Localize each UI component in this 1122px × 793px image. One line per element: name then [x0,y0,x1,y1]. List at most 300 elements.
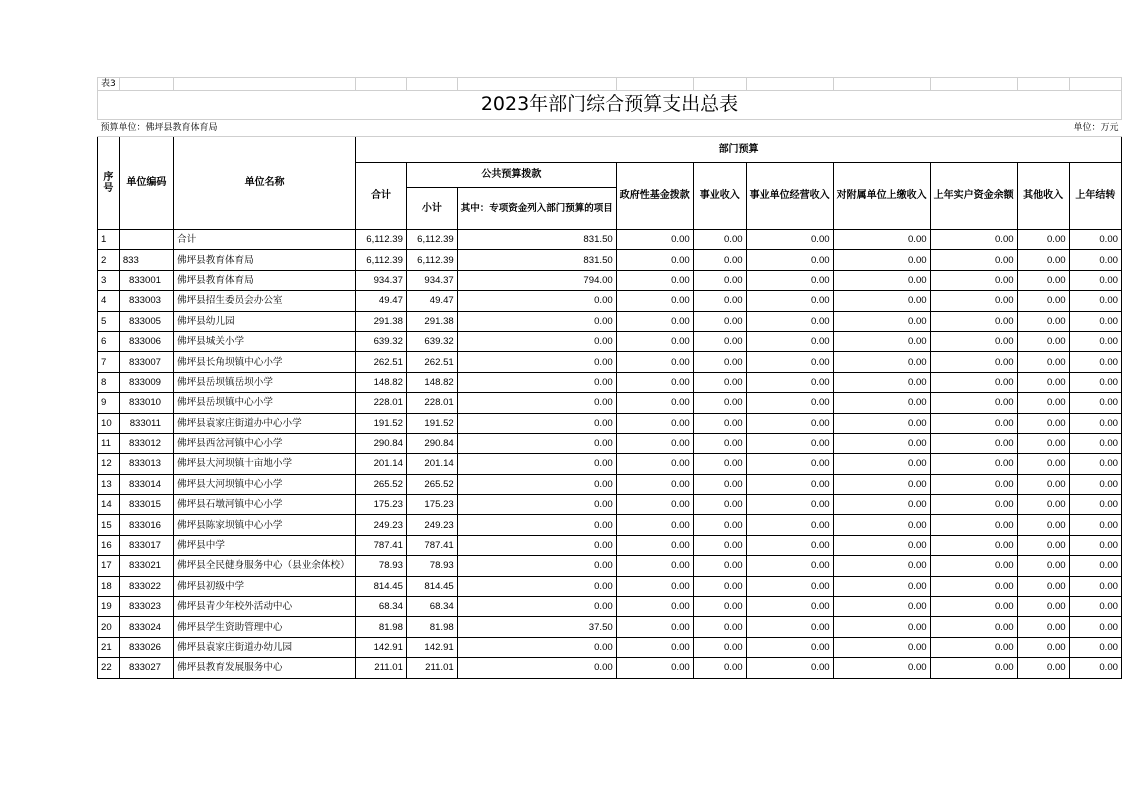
budget-table [97,77,1122,679]
row-total: 191.52 [356,413,407,433]
row-other-income: 0.00 [1017,454,1069,474]
row-total: 6,112.39 [356,230,407,250]
row-subtotal: 639.32 [406,331,457,351]
row-business-income: 0.00 [693,495,746,515]
row-subtotal: 191.52 [406,413,457,433]
row-prev-balance: 0.00 [930,230,1017,250]
row-affiliated: 0.00 [833,515,930,535]
row-affiliated: 0.00 [833,393,930,413]
sheet-label-row [98,78,1122,91]
row-business-income: 0.00 [693,617,746,637]
row-operating-income: 0.00 [746,230,833,250]
row-operating-income: 0.00 [746,515,833,535]
row-other-income: 0.00 [1017,617,1069,637]
row-name: 佛坪县岳坝镇中心小学 [174,393,356,413]
row-gov-fund: 0.00 [616,230,693,250]
table-row [98,576,1122,596]
row-carryover: 0.00 [1069,535,1121,555]
table-row [98,617,1122,637]
row-carryover: 0.00 [1069,556,1121,576]
row-business-income: 0.00 [693,515,746,535]
table-row [98,270,1122,290]
row-code: 833013 [119,454,173,474]
row-name: 佛坪县陈家坝镇中心小学 [174,515,356,535]
row-prev-balance: 0.00 [930,372,1017,392]
row-code: 833023 [119,597,173,617]
table-header [98,137,1122,230]
row-seq: 7 [98,352,120,372]
row-business-income: 0.00 [693,658,746,678]
row-gov-fund: 0.00 [616,617,693,637]
header-prev-balance: 上年实户资金余额 [930,163,1017,230]
row-name: 合计 [174,230,356,250]
row-prev-balance: 0.00 [930,597,1017,617]
row-subtotal: 934.37 [406,270,457,290]
row-seq: 15 [98,515,120,535]
row-prev-balance: 0.00 [930,270,1017,290]
row-total: 262.51 [356,352,407,372]
sheet-top [98,78,1122,137]
row-carryover: 0.00 [1069,433,1121,453]
table-row [98,393,1122,413]
row-special: 0.00 [457,331,616,351]
row-code: 833021 [119,556,173,576]
row-name: 佛坪县学生资助管理中心 [174,617,356,637]
row-name: 佛坪县中学 [174,535,356,555]
row-gov-fund: 0.00 [616,637,693,657]
row-code: 833007 [119,352,173,372]
row-name: 佛坪县初级中学 [174,576,356,596]
row-affiliated: 0.00 [833,617,930,637]
header-affiliated: 对附属单位上缴收入 [833,163,930,230]
row-special: 0.00 [457,597,616,617]
row-gov-fund: 0.00 [616,474,693,494]
row-operating-income: 0.00 [746,474,833,494]
row-other-income: 0.00 [1017,535,1069,555]
row-gov-fund: 0.00 [616,352,693,372]
row-carryover: 0.00 [1069,230,1121,250]
row-prev-balance: 0.00 [930,617,1017,637]
header-gov-fund: 政府性基金拨款 [616,163,693,230]
row-subtotal: 49.47 [406,291,457,311]
row-code: 833001 [119,270,173,290]
row-code: 833003 [119,291,173,311]
row-subtotal: 78.93 [406,556,457,576]
row-subtotal: 142.91 [406,637,457,657]
row-gov-fund: 0.00 [616,658,693,678]
header-subtotal: 小计 [406,188,457,230]
row-seq: 18 [98,576,120,596]
row-total: 201.14 [356,454,407,474]
header-code: 单位编码 [119,137,173,230]
row-carryover: 0.00 [1069,352,1121,372]
row-subtotal: 265.52 [406,474,457,494]
row-seq: 17 [98,556,120,576]
table-row [98,433,1122,453]
row-special: 831.50 [457,230,616,250]
row-prev-balance: 0.00 [930,331,1017,351]
row-prev-balance: 0.00 [930,556,1017,576]
row-subtotal: 6,112.39 [406,230,457,250]
row-carryover: 0.00 [1069,454,1121,474]
row-affiliated: 0.00 [833,637,930,657]
row-other-income: 0.00 [1017,311,1069,331]
row-business-income: 0.00 [693,393,746,413]
row-seq: 10 [98,413,120,433]
row-carryover: 0.00 [1069,270,1121,290]
row-subtotal: 291.38 [406,311,457,331]
row-operating-income: 0.00 [746,291,833,311]
row-business-income: 0.00 [693,556,746,576]
row-other-income: 0.00 [1017,597,1069,617]
row-business-income: 0.00 [693,311,746,331]
row-other-income: 0.00 [1017,474,1069,494]
row-prev-balance: 0.00 [930,352,1017,372]
row-special: 0.00 [457,454,616,474]
row-seq: 13 [98,474,120,494]
row-special: 0.00 [457,352,616,372]
row-operating-income: 0.00 [746,372,833,392]
row-code: 833016 [119,515,173,535]
row-gov-fund: 0.00 [616,372,693,392]
row-special: 37.50 [457,617,616,637]
row-seq: 11 [98,433,120,453]
row-special: 831.50 [457,250,616,270]
row-operating-income: 0.00 [746,352,833,372]
table-row [98,352,1122,372]
row-name: 佛坪县青少年校外活动中心 [174,597,356,617]
row-operating-income: 0.00 [746,331,833,351]
row-total: 290.84 [356,433,407,453]
title-row [98,91,1122,120]
table-row [98,658,1122,678]
row-business-income: 0.00 [693,433,746,453]
row-affiliated: 0.00 [833,230,930,250]
row-seq: 6 [98,331,120,351]
row-gov-fund: 0.00 [616,535,693,555]
row-subtotal: 249.23 [406,515,457,535]
row-special: 0.00 [457,291,616,311]
row-seq: 12 [98,454,120,474]
row-other-income: 0.00 [1017,637,1069,657]
row-code: 833027 [119,658,173,678]
row-other-income: 0.00 [1017,372,1069,392]
table-row [98,311,1122,331]
row-operating-income: 0.00 [746,413,833,433]
table-row [98,291,1122,311]
header-special: 其中：专项资金列入部门预算的项目 [457,188,616,230]
row-total: 211.01 [356,658,407,678]
row-prev-balance: 0.00 [930,495,1017,515]
table-row [98,454,1122,474]
row-operating-income: 0.00 [746,637,833,657]
row-name: 佛坪县石墩河镇中心小学 [174,495,356,515]
row-operating-income: 0.00 [746,250,833,270]
row-affiliated: 0.00 [833,413,930,433]
row-gov-fund: 0.00 [616,576,693,596]
row-business-income: 0.00 [693,270,746,290]
row-carryover: 0.00 [1069,372,1121,392]
row-other-income: 0.00 [1017,576,1069,596]
row-subtotal: 6,112.39 [406,250,457,270]
row-total: 175.23 [356,495,407,515]
row-gov-fund: 0.00 [616,433,693,453]
row-carryover: 0.00 [1069,331,1121,351]
row-business-income: 0.00 [693,230,746,250]
row-carryover: 0.00 [1069,413,1121,433]
row-seq: 5 [98,311,120,331]
row-special: 0.00 [457,433,616,453]
row-business-income: 0.00 [693,291,746,311]
row-code [119,230,173,250]
row-carryover: 0.00 [1069,495,1121,515]
row-prev-balance: 0.00 [930,250,1017,270]
row-subtotal: 814.45 [406,576,457,596]
row-prev-balance: 0.00 [930,658,1017,678]
budget-unit: 预算单位：佛坪县教育体育局 [98,120,1018,137]
row-special: 0.00 [457,556,616,576]
header-other-income: 其他收入 [1017,163,1069,230]
row-code: 833024 [119,617,173,637]
row-code: 833011 [119,413,173,433]
row-operating-income: 0.00 [746,597,833,617]
row-affiliated: 0.00 [833,454,930,474]
row-other-income: 0.00 [1017,352,1069,372]
row-operating-income: 0.00 [746,454,833,474]
table-row [98,331,1122,351]
row-total: 639.32 [356,331,407,351]
row-operating-income: 0.00 [746,311,833,331]
row-business-income: 0.00 [693,535,746,555]
row-business-income: 0.00 [693,597,746,617]
row-carryover: 0.00 [1069,474,1121,494]
row-special: 0.00 [457,311,616,331]
row-subtotal: 148.82 [406,372,457,392]
row-total: 265.52 [356,474,407,494]
row-affiliated: 0.00 [833,372,930,392]
row-total: 78.93 [356,556,407,576]
row-name: 佛坪县教育体育局 [174,270,356,290]
row-operating-income: 0.00 [746,393,833,413]
row-prev-balance: 0.00 [930,535,1017,555]
row-carryover: 0.00 [1069,576,1121,596]
row-prev-balance: 0.00 [930,393,1017,413]
row-carryover: 0.00 [1069,658,1121,678]
row-prev-balance: 0.00 [930,637,1017,657]
row-gov-fund: 0.00 [616,413,693,433]
row-total: 81.98 [356,617,407,637]
row-special: 0.00 [457,637,616,657]
row-subtotal: 290.84 [406,433,457,453]
row-business-income: 0.00 [693,372,746,392]
row-total: 814.45 [356,576,407,596]
header-total: 合计 [356,163,407,230]
row-name: 佛坪县西岔河镇中心小学 [174,433,356,453]
table-row [98,474,1122,494]
row-other-income: 0.00 [1017,270,1069,290]
row-carryover: 0.00 [1069,637,1121,657]
row-gov-fund: 0.00 [616,495,693,515]
row-name: 佛坪县教育发展服务中心 [174,658,356,678]
row-name: 佛坪县城关小学 [174,331,356,351]
row-prev-balance: 0.00 [930,576,1017,596]
row-subtotal: 262.51 [406,352,457,372]
row-total: 148.82 [356,372,407,392]
row-special: 794.00 [457,270,616,290]
row-total: 291.38 [356,311,407,331]
row-seq: 22 [98,658,120,678]
row-name: 佛坪县招生委员会办公室 [174,291,356,311]
sheet-label: 表3 [98,78,120,91]
row-gov-fund: 0.00 [616,331,693,351]
row-carryover: 0.00 [1069,515,1121,535]
row-special: 0.00 [457,576,616,596]
table-row [98,535,1122,555]
row-gov-fund: 0.00 [616,291,693,311]
row-operating-income: 0.00 [746,617,833,637]
row-seq: 21 [98,637,120,657]
row-operating-income: 0.00 [746,433,833,453]
row-carryover: 0.00 [1069,311,1121,331]
row-other-income: 0.00 [1017,495,1069,515]
row-carryover: 0.00 [1069,597,1121,617]
row-affiliated: 0.00 [833,556,930,576]
row-other-income: 0.00 [1017,413,1069,433]
row-affiliated: 0.00 [833,270,930,290]
row-gov-fund: 0.00 [616,454,693,474]
row-affiliated: 0.00 [833,311,930,331]
row-affiliated: 0.00 [833,576,930,596]
row-name: 佛坪县长角坝镇中心小学 [174,352,356,372]
header-business-income: 事业收入 [693,163,746,230]
row-carryover: 0.00 [1069,393,1121,413]
row-other-income: 0.00 [1017,433,1069,453]
header-carryover: 上年结转 [1069,163,1121,230]
table-row [98,250,1122,270]
row-prev-balance: 0.00 [930,413,1017,433]
row-code: 833017 [119,535,173,555]
money-unit: 单位：万元 [1017,120,1121,137]
row-subtotal: 201.14 [406,454,457,474]
row-gov-fund: 0.00 [616,556,693,576]
row-name: 佛坪县岳坝镇岳坝小学 [174,372,356,392]
row-other-income: 0.00 [1017,556,1069,576]
row-gov-fund: 0.00 [616,597,693,617]
row-business-income: 0.00 [693,331,746,351]
row-code: 833026 [119,637,173,657]
row-other-income: 0.00 [1017,331,1069,351]
row-code: 833 [119,250,173,270]
row-special: 0.00 [457,515,616,535]
row-gov-fund: 0.00 [616,250,693,270]
row-special: 0.00 [457,535,616,555]
header-operating-income: 事业单位经营收入 [746,163,833,230]
row-operating-income: 0.00 [746,495,833,515]
table-body [98,230,1122,679]
row-name: 佛坪县袁家庄街道办中心小学 [174,413,356,433]
row-code: 833012 [119,433,173,453]
row-subtotal: 175.23 [406,495,457,515]
row-subtotal: 787.41 [406,535,457,555]
row-special: 0.00 [457,372,616,392]
row-code: 833009 [119,372,173,392]
table-row [98,230,1122,250]
row-gov-fund: 0.00 [616,515,693,535]
row-total: 142.91 [356,637,407,657]
row-seq: 1 [98,230,120,250]
row-affiliated: 0.00 [833,495,930,515]
row-business-income: 0.00 [693,250,746,270]
row-prev-balance: 0.00 [930,515,1017,535]
row-other-income: 0.00 [1017,250,1069,270]
row-special: 0.00 [457,495,616,515]
row-code: 833014 [119,474,173,494]
row-seq: 8 [98,372,120,392]
row-code: 833022 [119,576,173,596]
row-carryover: 0.00 [1069,250,1121,270]
header-name: 单位名称 [174,137,356,230]
row-affiliated: 0.00 [833,535,930,555]
table-row [98,413,1122,433]
row-affiliated: 0.00 [833,474,930,494]
header-public-funding: 公共预算拨款 [406,163,616,188]
row-name: 佛坪县全民健身服务中心（县业余体校） [174,556,356,576]
row-other-income: 0.00 [1017,515,1069,535]
row-name: 佛坪县教育体育局 [174,250,356,270]
row-subtotal: 68.34 [406,597,457,617]
row-seq: 4 [98,291,120,311]
table-row [98,515,1122,535]
table-row [98,495,1122,515]
row-special: 0.00 [457,413,616,433]
row-prev-balance: 0.00 [930,433,1017,453]
row-code: 833005 [119,311,173,331]
row-prev-balance: 0.00 [930,454,1017,474]
row-affiliated: 0.00 [833,352,930,372]
row-gov-fund: 0.00 [616,270,693,290]
row-affiliated: 0.00 [833,658,930,678]
table-row [98,372,1122,392]
row-total: 6,112.39 [356,250,407,270]
row-name: 佛坪县大河坝镇中心小学 [174,474,356,494]
row-total: 787.41 [356,535,407,555]
unit-row [98,120,1122,137]
row-code: 833010 [119,393,173,413]
row-operating-income: 0.00 [746,270,833,290]
row-seq: 9 [98,393,120,413]
row-total: 249.23 [356,515,407,535]
row-total: 934.37 [356,270,407,290]
row-total: 68.34 [356,597,407,617]
row-seq: 3 [98,270,120,290]
row-carryover: 0.00 [1069,617,1121,637]
row-total: 49.47 [356,291,407,311]
row-total: 228.01 [356,393,407,413]
row-operating-income: 0.00 [746,576,833,596]
row-seq: 14 [98,495,120,515]
row-operating-income: 0.00 [746,535,833,555]
row-special: 0.00 [457,658,616,678]
row-name: 佛坪县大河坝镇十亩地小学 [174,454,356,474]
table-row [98,597,1122,617]
table-row [98,637,1122,657]
row-carryover: 0.00 [1069,291,1121,311]
row-operating-income: 0.00 [746,556,833,576]
row-business-income: 0.00 [693,576,746,596]
row-other-income: 0.00 [1017,658,1069,678]
row-affiliated: 0.00 [833,331,930,351]
row-special: 0.00 [457,393,616,413]
